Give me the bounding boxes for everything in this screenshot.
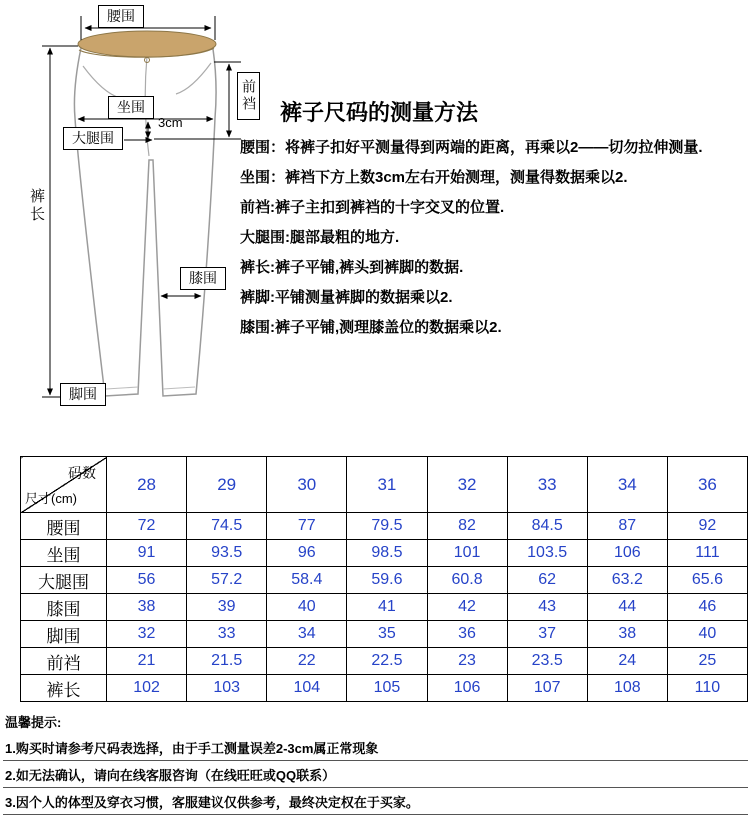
size-cell: 22.5 <box>347 648 427 675</box>
tip-item-3: 3.因个人的体型及穿衣习惯，客服建议仅供参考，最终决定权在于买家。 <box>3 788 748 815</box>
size-cell: 93.5 <box>187 540 267 567</box>
size-cell: 82 <box>427 513 507 540</box>
size-cell: 40 <box>667 621 747 648</box>
table-row-rise <box>21 648 748 675</box>
tips-title: 温馨提示: <box>5 715 62 730</box>
size-cell: 59.6 <box>347 567 427 594</box>
size-cell: 38 <box>107 594 187 621</box>
size-cell: 92 <box>667 513 747 540</box>
size-cell: 103 <box>187 675 267 702</box>
size-col-header: 28 <box>107 457 187 513</box>
page-title: 裤子尺码的测量方法 <box>280 100 479 125</box>
corner-unit-label: 尺寸(cm) <box>25 491 77 506</box>
table-row-length <box>21 675 748 702</box>
instruction-rise: 前裆:裤子主扣到裤裆的十字交叉的位置. <box>240 199 505 216</box>
size-cell: 46 <box>667 594 747 621</box>
size-cell: 91 <box>107 540 187 567</box>
size-col-header: 32 <box>427 457 507 513</box>
size-cell: 84.5 <box>507 513 587 540</box>
size-col-header: 34 <box>587 457 667 513</box>
pants-illustration <box>8 0 276 446</box>
knee-label: 膝围 <box>180 267 226 290</box>
instruction-length: 裤长:裤子平铺,裤头到裤脚的数据. <box>240 259 464 276</box>
size-cell: 38 <box>587 621 667 648</box>
size-col-header: 31 <box>347 457 427 513</box>
size-col-header: 30 <box>267 457 347 513</box>
size-table-header-row <box>21 457 748 513</box>
size-cell: 23.5 <box>507 648 587 675</box>
size-cell: 74.5 <box>187 513 267 540</box>
instruction-seat: 坐围：裤裆下方上数3cm左右开始测理，测量得数据乘以2. <box>240 169 628 186</box>
tips-section <box>3 710 748 815</box>
size-cell: 21 <box>107 648 187 675</box>
size-cell: 34 <box>267 621 347 648</box>
size-cell: 65.6 <box>667 567 747 594</box>
ankle-label: 脚围 <box>60 383 106 406</box>
size-cell: 58.4 <box>267 567 347 594</box>
size-cell: 43 <box>507 594 587 621</box>
size-cell: 105 <box>347 675 427 702</box>
size-cell: 25 <box>667 648 747 675</box>
row-label: 大腿围 <box>21 567 107 594</box>
size-cell: 56 <box>107 567 187 594</box>
measurement-instructions <box>240 100 746 336</box>
size-cell: 103.5 <box>507 540 587 567</box>
size-cell: 37 <box>507 621 587 648</box>
size-cell: 60.8 <box>427 567 507 594</box>
size-cell: 42 <box>427 594 507 621</box>
size-cell: 63.2 <box>587 567 667 594</box>
corner-size-label: 码数 <box>68 465 96 481</box>
size-cell: 106 <box>587 540 667 567</box>
size-cell: 62 <box>507 567 587 594</box>
row-label: 膝围 <box>21 594 107 621</box>
table-corner-cell <box>21 457 107 513</box>
row-label: 裤长 <box>21 675 107 702</box>
row-label: 脚围 <box>21 621 107 648</box>
size-cell: 40 <box>267 594 347 621</box>
table-row-knee <box>21 594 748 621</box>
size-table <box>20 456 748 702</box>
rise-label: 前裆 <box>237 72 260 120</box>
tip-item-2: 2.如无法确认，请向在线客服咨询（在线旺旺或QQ联系） <box>3 761 748 788</box>
size-cell: 106 <box>427 675 507 702</box>
table-row-waist <box>21 513 748 540</box>
size-col-header: 29 <box>187 457 267 513</box>
size-cell: 72 <box>107 513 187 540</box>
size-cell: 102 <box>107 675 187 702</box>
waistband <box>78 31 216 57</box>
instruction-hem: 裤脚:平铺测量裤脚的数据乘以2. <box>240 289 453 306</box>
size-cell: 111 <box>667 540 747 567</box>
length-label: 裤长 <box>28 188 45 224</box>
size-cell: 23 <box>427 648 507 675</box>
size-cell: 108 <box>587 675 667 702</box>
size-col-header: 36 <box>667 457 747 513</box>
offset-3cm-label: 3cm <box>158 115 183 130</box>
size-cell: 101 <box>427 540 507 567</box>
size-cell: 107 <box>507 675 587 702</box>
row-label: 前裆 <box>21 648 107 675</box>
table-row-seat <box>21 540 748 567</box>
size-cell: 77 <box>267 513 347 540</box>
instruction-waist: 腰围：将裤子扣好平测量得到两端的距离，再乘以2——切勿拉伸测量. <box>240 139 703 156</box>
thigh-label: 大腿围 <box>63 127 123 150</box>
size-cell: 32 <box>107 621 187 648</box>
size-cell: 44 <box>587 594 667 621</box>
row-label: 坐围 <box>21 540 107 567</box>
instruction-knee: 膝围:裤子平铺,测理膝盖位的数据乘以2. <box>240 319 502 336</box>
size-cell: 87 <box>587 513 667 540</box>
seat-label: 坐围 <box>108 96 154 119</box>
size-cell: 104 <box>267 675 347 702</box>
size-cell: 36 <box>427 621 507 648</box>
size-cell: 110 <box>667 675 747 702</box>
size-cell: 24 <box>587 648 667 675</box>
waist-label: 腰围 <box>98 5 144 28</box>
size-cell: 79.5 <box>347 513 427 540</box>
size-cell: 22 <box>267 648 347 675</box>
size-cell: 41 <box>347 594 427 621</box>
size-cell: 21.5 <box>187 648 267 675</box>
pants-diagram <box>8 0 276 446</box>
table-row-ankle <box>21 621 748 648</box>
tip-item-1: 1.购买时请参考尺码表选择，由于手工测量误差2-3cm属正常现象 <box>3 734 748 761</box>
row-label: 腰围 <box>21 513 107 540</box>
size-cell: 98.5 <box>347 540 427 567</box>
instruction-thigh: 大腿围:腿部最粗的地方. <box>240 229 400 246</box>
size-cell: 57.2 <box>187 567 267 594</box>
size-col-header: 33 <box>507 457 587 513</box>
table-row-thigh <box>21 567 748 594</box>
size-cell: 39 <box>187 594 267 621</box>
size-cell: 33 <box>187 621 267 648</box>
size-cell: 96 <box>267 540 347 567</box>
size-cell: 35 <box>347 621 427 648</box>
